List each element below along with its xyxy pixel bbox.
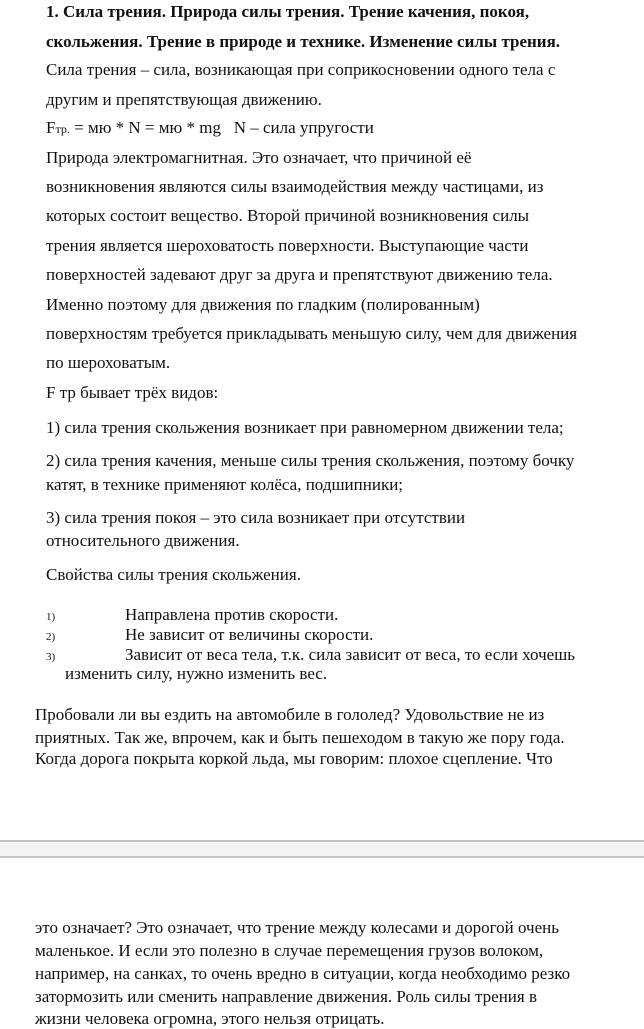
nature-line: по шероховатым. [46, 353, 171, 372]
nature-line: поверхностей задевают друг за друга и препятствуют движению тела. [46, 265, 553, 284]
nature-line: трения является шероховатость поверхности. Выступающие части [46, 236, 529, 255]
type-3-line: относительного движения. [46, 531, 240, 550]
list-number: 1) [46, 611, 56, 623]
nature-line: которых состоит вещество. Второй причиной возникновения силы [46, 206, 530, 225]
formula-sub: тр. [55, 122, 70, 136]
page2-line: маленькое. И если это полезно в случае перемещения грузов волоком, [35, 941, 544, 960]
property-item: Зависит от веса тела, т.к. сила зависит от веса, то если хочешь [125, 645, 576, 664]
ice-line: Когда дорога покрыта коркой льда, мы говорим: плохое сцепление. Что [35, 749, 553, 768]
heading-line: 1. Сила трения. Природа силы трения. Трение качения, покоя, [46, 2, 530, 21]
page2-line: жизни человека огромна, этого нельзя отрицать. [35, 1009, 385, 1028]
properties-title: Свойства силы трения скольжения. [46, 565, 301, 584]
heading-line: скольжения. Трение в природе и технике. Изменение силы трения. [46, 32, 561, 51]
ice-line: приятных. Так же, впрочем, как и быть пешеходом в такую же пору года. [35, 728, 565, 747]
page2-line: это означает? Это означает, что трение между колесами и дорогой очень [35, 918, 559, 937]
types-intro: F тр бывает трёх видов: [46, 383, 219, 402]
list-number: 2) [46, 631, 56, 643]
property-item: Не зависит от величины скорости. [125, 625, 374, 644]
type-2-line: катят, в технике применяют колёса, подшипники; [46, 475, 404, 494]
ice-line: Пробовали ли вы ездить на автомобиле в гололед? Удовольствие не из [35, 705, 545, 724]
type-1: 1) сила трения скольжения возникает при равномерном движении тела; [46, 418, 564, 437]
property-item-continued: изменить силу, нужно изменить вес. [65, 664, 328, 683]
page2-line: затормозить или сменить направление движения. Роль силы трения в [35, 987, 537, 1006]
definition-line: другим и препятствующая движению. [46, 90, 322, 109]
type-3-line: 3) сила трения покоя – это сила возникает при отсутствии [46, 508, 466, 527]
list-number: 3) [46, 651, 56, 663]
nature-line: Природа электромагнитная. Это означает, что причиной её [46, 148, 472, 167]
nature-line: Именно поэтому для движения по гладким (полированным) [46, 295, 480, 314]
page-break [0, 840, 644, 858]
nature-line: поверхностям требуется прикладывать меньшую силу, чем для движения [46, 324, 578, 343]
property-item: Направлена против скорости. [125, 605, 339, 624]
formula [46, 118, 374, 139]
page2-line: например, на санках, то очень вредно в ситуации, когда необходимо резко [35, 964, 571, 983]
type-2-line: 2) сила трения качения, меньше силы трения скольжения, поэтому бочку [46, 451, 575, 470]
formula-rest: = мю * N = мю * mg N – сила упругости [69, 118, 374, 137]
definition-line: Сила трения – сила, возникающая при соприкосновении одного тела с [46, 60, 556, 79]
formula-f: F [46, 118, 56, 137]
nature-line: возникновения являются силы взаимодействия между частицами, из [46, 177, 544, 196]
